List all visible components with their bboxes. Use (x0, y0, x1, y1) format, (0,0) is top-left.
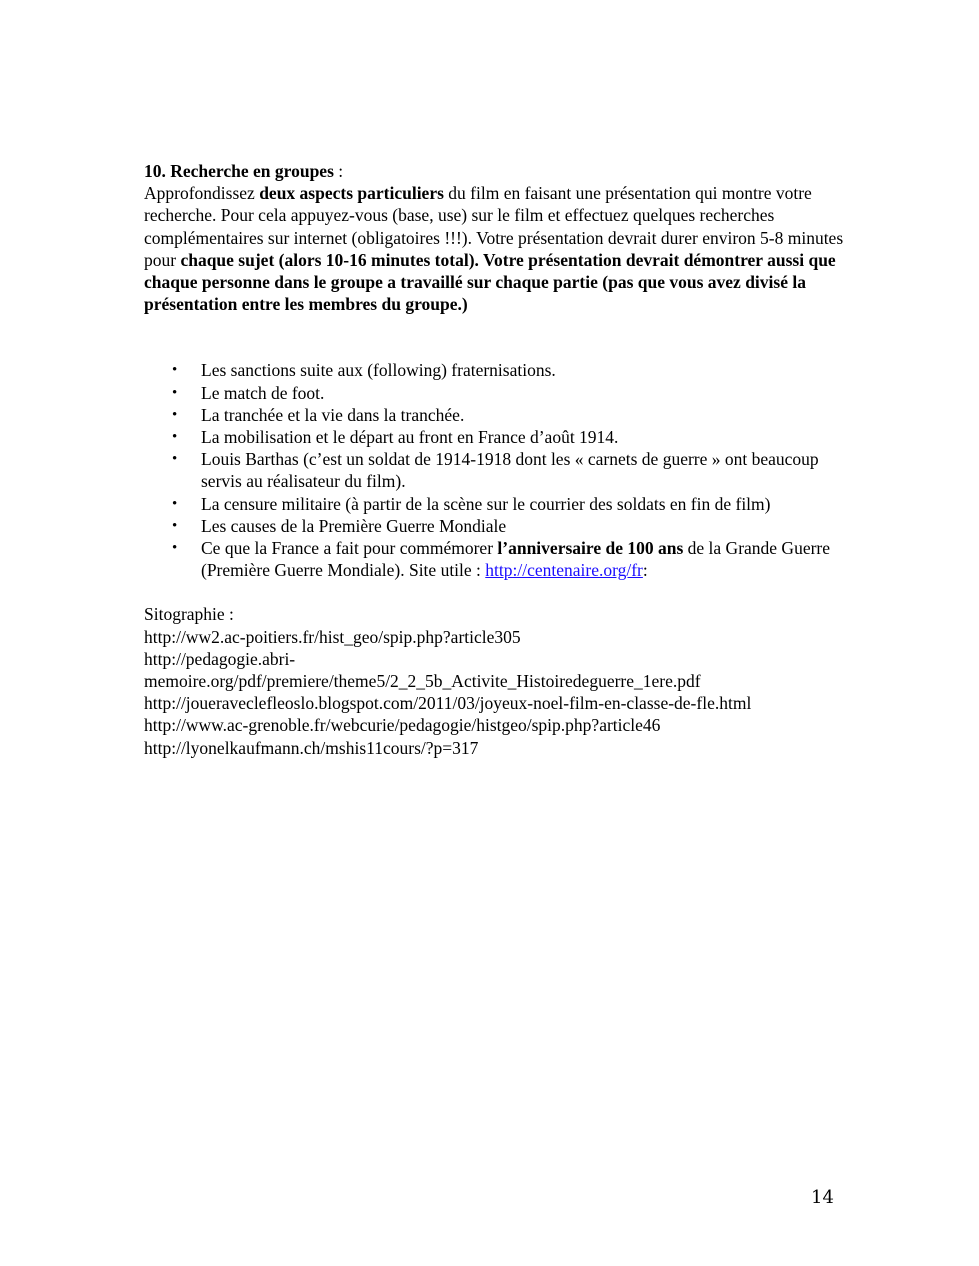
sitographie-url: http://joueraveclefleoslo.blogspot.com/2011/03/joyeux-noel-film-en-classe-de-fle.html (144, 693, 752, 714)
sitographie-url: memoire.org/pdf/premiere/theme5/2_2_5b_Activite_Histoiredeguerre_1ere.pdf (144, 671, 701, 692)
topic-text: La mobilisation et le départ au front en France d’août 1914. (201, 427, 619, 448)
bullet-icon: • (172, 451, 178, 468)
spacer (144, 581, 844, 603)
topic-item (144, 493, 844, 515)
topic-item (144, 426, 844, 448)
sitographie-url: http://lyonelkaufmann.ch/mshis11cours/?p=317 (144, 737, 479, 758)
bullet-icon: • (172, 517, 178, 534)
sitographie-url: http://pedagogie.abri- (144, 648, 296, 669)
topic-item (144, 515, 844, 537)
topic-text: Les sanctions suite aux (following) fraternisations. (201, 360, 556, 381)
bullet-icon: • (172, 495, 178, 512)
intro-bold-1: deux aspects particuliers (259, 183, 444, 204)
topic-item (144, 382, 844, 404)
sitographie-label: Sitographie : (144, 604, 234, 625)
topic-text-2: de la Grande Guerre (Première Guerre Mondiale). Site utile : (201, 538, 831, 581)
topic-text: Le match de foot. (201, 382, 325, 403)
intro-text-1: Approfondissez (144, 183, 260, 204)
spacer (144, 315, 844, 359)
bullet-icon: • (172, 406, 178, 423)
intro-text-2: du film en faisant une présentation qui montre votre recherche. Pour cela appuyez-vous (base, use) sur le film et effectuez quelques recherches complémentaires sur internet (obligatoires !!!). Votre présentation devrait durer environ 5-8 minutes pour (144, 183, 844, 270)
sitographie-url: http://www.ac-grenoble.fr/webcurie/pedagogie/histgeo/spip.php?article46 (144, 715, 661, 736)
intro-paragraph (144, 182, 844, 315)
topic-item-centenaire (144, 537, 844, 581)
topic-list (144, 359, 844, 581)
section-title: 10. Recherche en groupes (144, 161, 334, 181)
topic-text: Les causes de la Première Guerre Mondiale (201, 515, 507, 536)
bullet-icon: • (172, 362, 178, 379)
page-number: 14 (811, 1187, 834, 1208)
topic-text-3: : (642, 560, 648, 581)
section-heading (144, 160, 844, 182)
bullet-icon: • (172, 384, 178, 401)
centenaire-link[interactable]: http://centenaire.org/fr (485, 560, 643, 581)
topic-text: La tranchée et la vie dans la tranchée. (201, 404, 465, 425)
sitographie-url: http://ww2.ac-poitiers.fr/hist_geo/spip.php?article305 (144, 626, 521, 647)
sitographie (144, 603, 844, 758)
bullet-icon: • (172, 540, 178, 557)
topic-item (144, 448, 844, 492)
topic-item (144, 359, 844, 381)
bullet-icon: • (172, 429, 178, 446)
topic-item (144, 404, 844, 426)
topic-text: Louis Barthas (c’est un soldat de 1914-1918 dont les « carnets de guerre » ont beaucoup servis au réalisateur du film). (201, 449, 819, 492)
topic-text: La censure militaire (à partir de la scène sur le courrier des soldats en fin de film) (201, 493, 771, 514)
topic-text-1: Ce que la France a fait pour commémorer (201, 538, 498, 559)
topic-bold: l’anniversaire de 100 ans (497, 538, 684, 559)
intro-bold-2: chaque sujet (alors 10-16 minutes total). Votre présentation devrait démontrer aussi que chaque personne dans le groupe a travaillé sur chaque partie (pas que vous avez divisé la présentation entre les membres du groupe.) (144, 249, 836, 315)
section-title-suffix: : (333, 161, 344, 181)
page-content (144, 160, 844, 759)
